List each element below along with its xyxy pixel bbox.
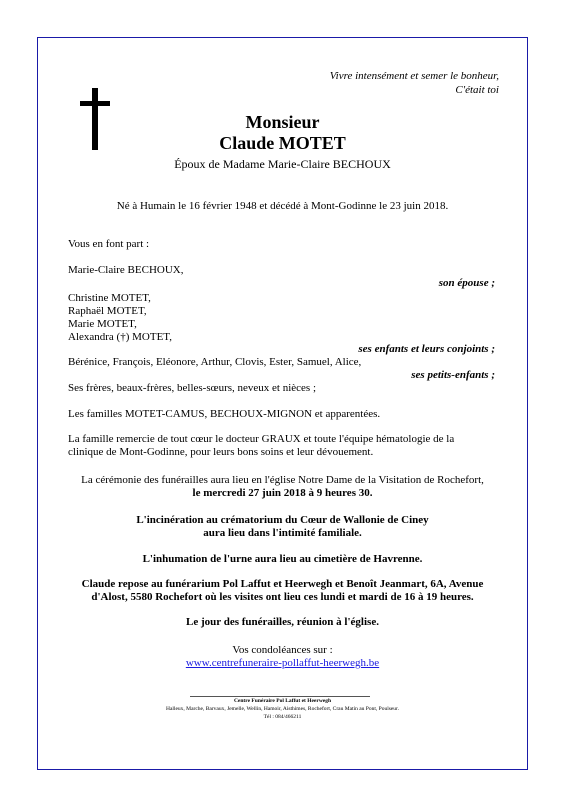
intro-text: Vous en font part : xyxy=(68,238,150,250)
footer-company: Centre Funéraire Pol Laffut et Heerwegh xyxy=(233,698,332,704)
condolences-link[interactable]: www.centrefuneraire-pollaffut-heerwegh.be xyxy=(185,657,380,669)
spouse-line: Époux de Madame Marie-Claire BECHOUX xyxy=(174,157,391,171)
child-name: Alexandra (†) MOTET, xyxy=(68,331,172,343)
families-line: Les familles MOTET-CAMUS, BECHOUX-MIGNON et apparentées. xyxy=(68,408,381,420)
spouse-name: Marie-Claire BECHOUX, xyxy=(68,264,184,276)
child-name: Raphaël MOTET, xyxy=(68,305,147,317)
child-name: Christine MOTET, xyxy=(68,292,151,304)
condolences-label: Vos condoléances sur : xyxy=(232,644,333,656)
grandchildren-names: Bérénice, François, Eléonore, Arthur, Clovis, Ester, Samuel, Alice, xyxy=(68,356,362,368)
thanks-line-2: clinique de Mont-Godinne, pour leurs bons soins et leur dévouement. xyxy=(68,446,374,458)
footer-towns: Halleux, Marche, Barvaux, Jemelle, Wellin, Hamoir, Aisthimes, Rochefort, Crau Matin au Pont, Poulseur. xyxy=(166,706,399,712)
epigraph-line-2: C'était toi xyxy=(455,84,499,96)
ceremony-paragraph xyxy=(0,474,565,500)
footer-phone: Tél : 084/466211 xyxy=(263,714,302,720)
ceremony-date: le mercredi 27 juin 2018 à 9 heures 30. xyxy=(192,487,373,499)
ceremony-line-1: La cérémonie des funérailles aura lieu en l'église Notre Dame de la Visitation de Rochefort, xyxy=(81,474,484,486)
deceased-name: Claude MOTET xyxy=(219,133,346,153)
spouse-role: son épouse ; xyxy=(438,277,495,289)
inhumation-line: L'inhumation de l'urne aura lieu au cimetière de Havrenne. xyxy=(142,553,423,565)
epigraph-line-1: Vivre intensément et semer le bonheur, xyxy=(329,70,499,82)
incineration-paragraph xyxy=(0,514,565,540)
deceased-title: Monsieur xyxy=(245,112,320,132)
child-name: Marie MOTET, xyxy=(68,318,137,330)
rest-line-2: d'Alost, 5580 Rochefort où les visites ont lieu ces lundi et mardi de 16 à 19 heures. xyxy=(91,591,474,603)
reunion-line: Le jour des funérailles, réunion à l'église. xyxy=(186,616,379,628)
birth-death-line: Né à Humain le 16 février 1948 et décédé à Mont-Godinne le 23 juin 2018. xyxy=(116,200,449,212)
incineration-line-2: aura lieu dans l'intimité familiale. xyxy=(203,527,362,539)
thanks-paragraph xyxy=(68,433,454,459)
incineration-line-1: L'incinération au crématorium du Cœur de Wallonie de Ciney xyxy=(136,514,429,526)
rest-paragraph xyxy=(0,578,565,604)
thanks-line-1: La famille remercie de tout cœur le docteur GRAUX et toute l'équipe hématologie de la xyxy=(68,433,455,445)
epigraph xyxy=(330,69,499,97)
children-role: ses enfants et leurs conjoints ; xyxy=(358,343,495,355)
grandchildren-role: ses petits-enfants ; xyxy=(411,369,495,381)
rest-line-1: Claude repose au funérarium Pol Laffut et Heerwegh et Benoît Jeanmart, 6A, Avenue xyxy=(81,578,484,590)
condolences-block xyxy=(0,657,565,670)
siblings-line: Ses frères, beaux-frères, belles-sœurs, neveux et nièces ; xyxy=(68,382,317,394)
children-list xyxy=(68,292,172,344)
